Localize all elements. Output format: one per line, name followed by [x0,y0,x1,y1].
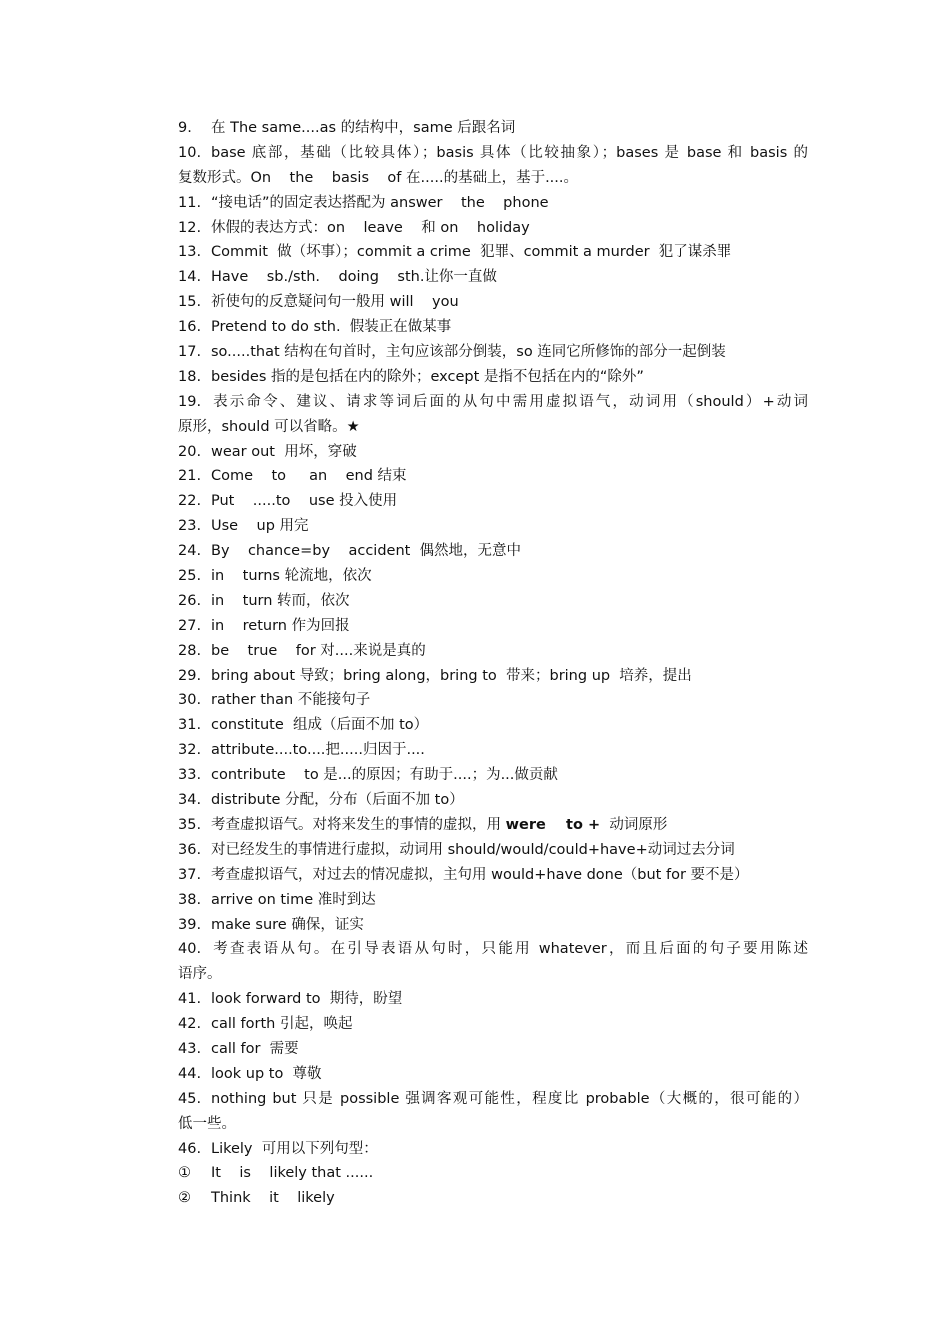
item-text: 考查表语从句。在引导表语从句时，只能用 whatever，而且后面的句子要用陈述 [211,941,808,958]
list-item [178,191,808,216]
list-item [178,813,808,838]
item-text-after: 动词原形 [600,816,668,833]
list-item [178,440,808,465]
list-item [178,863,808,888]
item-text: call for 需要 [211,1040,299,1057]
item-text: 休假的表达方式：on leave 和 on holiday [211,219,530,236]
item-number: 45. [178,1090,202,1107]
item-number: 9. [178,120,192,136]
item-text: call forth 引起，唤起 [211,1016,353,1033]
list-item-continuation: 低一些。 [178,1115,236,1132]
list-item [178,340,808,365]
item-text: “接电话”的固定表达搭配为 answer the phone [211,194,549,211]
item-number: 46. [178,1140,202,1157]
list-item-continuation: 语序。 [178,966,222,983]
item-number: 33. [178,767,202,784]
item-number: 32. [178,742,202,759]
list-item [178,1012,808,1037]
item-number: 36. [178,841,202,858]
item-number: 39. [178,916,202,933]
item-number: 19. [178,393,202,410]
item-text: nothing but 只是 possible 强调客观可能性，程度比 probable（大概的，很可能的） [211,1090,808,1107]
list-item [178,614,808,639]
item-text: bring about 导致；bring along，bring to 带来；bring up 培养，提出 [211,667,692,684]
list-item [178,639,808,664]
item-number: 18. [178,368,202,385]
list-item [178,738,808,763]
item-number: 11. [178,194,202,211]
list-item [178,1161,808,1186]
item-number: 31. [178,717,202,734]
item-number: 37. [178,866,202,883]
item-number: 13. [178,244,202,261]
item-text: arrive on time 准时到达 [211,891,376,908]
item-text: 表示命令、建议、请求等词后面的从句中需用虚拟语气，动词用（should）+动词 [211,393,808,410]
item-number: 35. [178,816,202,833]
list-item [178,1186,808,1211]
list-item [178,315,808,340]
list-item [178,489,808,514]
item-number: 38. [178,891,202,908]
list-item [178,265,808,290]
list-item [178,838,808,863]
item-text: 在 The same....as 的结构中，same 后跟名词 [211,120,516,136]
item-text: It is likely that ...... [211,1165,374,1182]
item-number: 15. [178,294,202,311]
list-item [178,1137,808,1162]
notes-list [178,116,808,1211]
list-item [178,514,808,539]
list-item [178,688,808,713]
item-text: base 底部，基础（比较具体）；basis 具体（比较抽象）；bases 是 base 和 basis 的 [211,144,808,161]
item-text: Likely 可用以下列句型： [211,1140,378,1157]
item-text: Put .....to use 投入使用 [211,493,398,510]
list-item [178,1087,808,1112]
item-number: 28. [178,642,202,659]
list-item [178,937,808,962]
item-number: 14. [178,269,202,286]
list-item [178,116,808,141]
item-number: 40. [178,941,202,958]
item-text: look forward to 期待，盼望 [211,991,403,1008]
item-number: ② [178,1190,191,1207]
item-text: Come to an end 结束 [211,468,407,485]
list-item-continuation: 复数形式。On the basis of 在.....的基础上，基于....。 [178,169,579,186]
item-number: 41. [178,991,202,1008]
item-number: 29. [178,667,202,684]
item-number: 27. [178,617,202,634]
item-number: 25. [178,568,202,585]
item-text: constitute 组成（后面不加 to） [211,717,429,734]
list-item [178,1037,808,1062]
list-item [178,713,808,738]
item-number: 20. [178,443,202,460]
list-item [178,216,808,241]
item-text: By chance=by accident 偶然地，无意中 [211,543,522,560]
item-number: 43. [178,1040,202,1057]
item-text: attribute....to....把.....归因于.... [211,742,425,759]
item-bold-text: were to + [505,816,601,833]
item-number: 24. [178,543,202,560]
list-item [178,763,808,788]
item-text: in turns 轮流地，依次 [211,568,372,585]
item-text: make sure 确保，证实 [211,916,364,933]
item-number: 34. [178,792,202,809]
item-text: rather than 不能接句子 [211,692,371,709]
item-text: Pretend to do sth. 假装正在做某事 [211,319,452,336]
item-text: Think it likely [211,1190,335,1207]
item-text: Have sb./sth. doing sth.让你一直做 [211,269,497,286]
item-number: 12. [178,219,202,236]
item-text: besides 指的是包括在内的除外；except 是指不包括在内的“除外” [211,368,644,385]
item-number: 21. [178,468,202,485]
list-item [178,539,808,564]
item-number: 42. [178,1016,202,1033]
list-item [178,888,808,913]
item-text: 考查虚拟语气，对过去的情况虚拟，主句用 would+have done（but for 要不是） [211,866,749,883]
list-item [178,365,808,390]
item-text: 考查虚拟语气。对将来发生的事情的虚拟，用 [211,816,506,833]
item-number: ① [178,1165,191,1182]
item-number: 22. [178,493,202,510]
list-item [178,390,808,415]
item-text: Commit 做（坏事）；commit a crime 犯罪、commit a murder 犯了谋杀罪 [211,244,732,261]
list-item [178,464,808,489]
list-item [178,141,808,166]
item-text: in return 作为回报 [211,617,350,634]
item-text: 祈使句的反意疑问句一般用 will you [211,294,459,311]
item-text: distribute 分配，分布（后面不加 to） [211,792,464,809]
item-text: in turn 转而，依次 [211,592,350,609]
item-text: Use up 用完 [211,518,309,535]
item-number: 44. [178,1065,202,1082]
item-text: contribute to 是...的原因；有助于....；为...做贡献 [211,767,558,784]
list-item [178,913,808,938]
list-item [178,1062,808,1087]
list-item [178,987,808,1012]
item-number: 10. [178,144,202,161]
item-number: 17. [178,344,202,361]
item-number: 30. [178,692,202,709]
list-item [178,589,808,614]
item-text: so.....that 结构在句首时，主句应该部分倒装，so 连同它所修饰的部分一起倒装 [211,344,726,361]
item-number: 23. [178,518,202,535]
item-text: wear out 用坏，穿破 [211,443,357,460]
item-text: look up to 尊敬 [211,1065,322,1082]
list-item [178,788,808,813]
list-item [178,664,808,689]
item-text: be true for 对....来说是真的 [211,642,426,659]
list-item-continuation: 原形，should 可以省略。★ [178,418,360,435]
list-item [178,564,808,589]
item-number: 26. [178,592,202,609]
list-item [178,290,808,315]
item-number: 16. [178,319,202,336]
list-item [178,240,808,265]
item-text: 对已经发生的事情进行虚拟，动词用 should/would/could+have+动词过去分词 [211,841,735,858]
